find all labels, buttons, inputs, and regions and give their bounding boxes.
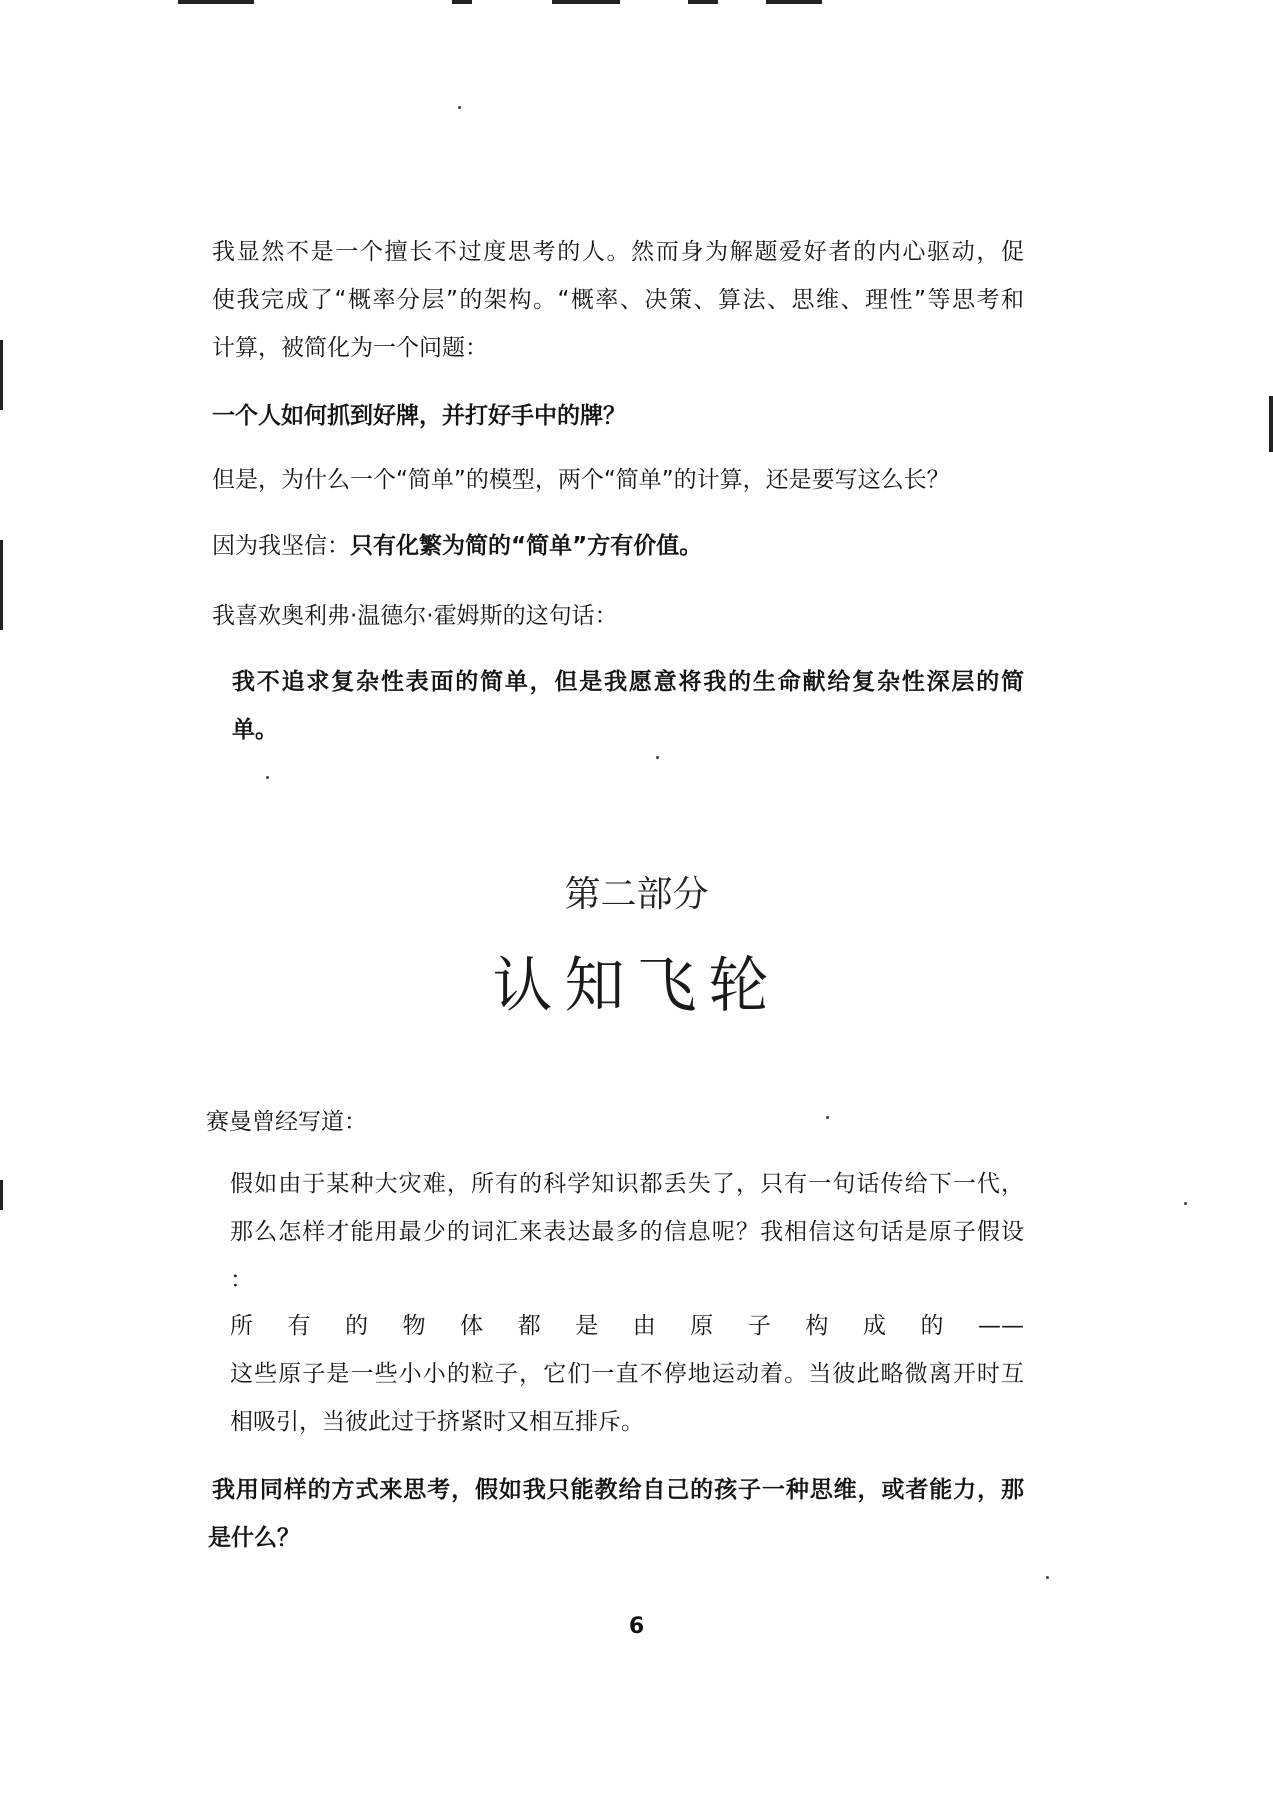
scan-speck xyxy=(1046,1576,1049,1579)
quote-line: 我不追求复杂性表面的简单，但是我愿意将我的生命献给复杂性深层的简 xyxy=(232,669,1024,695)
scan-speck xyxy=(826,1116,829,1119)
scan-mark-top-5 xyxy=(766,0,822,4)
paragraph-line: 使我完成了“概率分层”的架构。“概率、决策、算法、思维、理性”等思考和 xyxy=(212,287,1024,313)
scan-mark-right xyxy=(1269,396,1273,452)
scan-mark-left-3 xyxy=(0,1180,3,1210)
paragraph: 我喜欢奥利弗·温德尔·霍姆斯的这句话： xyxy=(212,603,618,629)
scan-mark-top-4 xyxy=(688,0,718,4)
closing-line: 是什么？ xyxy=(208,1525,300,1551)
paragraph xyxy=(212,522,702,570)
scan-speck xyxy=(458,106,461,109)
quote-line: 单。 xyxy=(232,717,278,743)
paragraph: 但是，为什么一个“简单”的模型，两个“简单”的计算，还是要写这么长？ xyxy=(212,467,950,493)
page-number: 6 xyxy=(628,1614,645,1639)
quote-line: 这些原子是一些小小的粒子，它们一直不停地运动着。当彼此略微离开时互 xyxy=(230,1361,1024,1387)
scan-mark-left-2 xyxy=(0,540,3,630)
scan-mark-left-1 xyxy=(0,340,3,410)
scan-mark-top-3 xyxy=(552,0,620,4)
paragraph-line: 我显然不是一个擅长不过度思考的人。然而身为解题爱好者的内心驱动，促 xyxy=(212,239,1024,265)
question-heading: 一个人如何抓到好牌，并打好手中的牌？ xyxy=(212,403,626,429)
closing-line: 我用同样的方式来思考，假如我只能教给自己的孩子一种思维，或者能力，那 xyxy=(212,1477,1024,1503)
quote-line: 所 有 的 物 体 都 是 由 原 子 构 成 的 —— xyxy=(230,1313,1024,1339)
scan-speck xyxy=(656,756,659,759)
scan-speck xyxy=(266,776,269,779)
quote-line: 假如由于某种大灾难，所有的科学知识都丢失了，只有一句话传给下一代， xyxy=(230,1171,1024,1197)
scan-mark-top-1 xyxy=(178,0,254,4)
scan-speck xyxy=(1184,1202,1187,1205)
quote-line: ： xyxy=(230,1267,253,1293)
paragraph-text: 因为我坚信： xyxy=(212,533,350,559)
section-title: 认知飞轮 xyxy=(492,951,781,1021)
quote-line: 那么怎样才能用最少的词汇来表达最多的信息呢？我相信这句话是原子假设 xyxy=(230,1219,1024,1245)
paragraph: 赛曼曾经写道： xyxy=(206,1109,367,1135)
section-label: 第二部分 xyxy=(564,874,709,915)
quote-line: 相吸引，当彼此过于挤紧时又相互排斥。 xyxy=(230,1409,644,1435)
scan-mark-top-2 xyxy=(452,0,472,4)
paragraph-line: 计算，被简化为一个问题： xyxy=(212,335,488,361)
emphasis-text: 只有化繁为简的“简单”方有价值。 xyxy=(350,533,703,559)
